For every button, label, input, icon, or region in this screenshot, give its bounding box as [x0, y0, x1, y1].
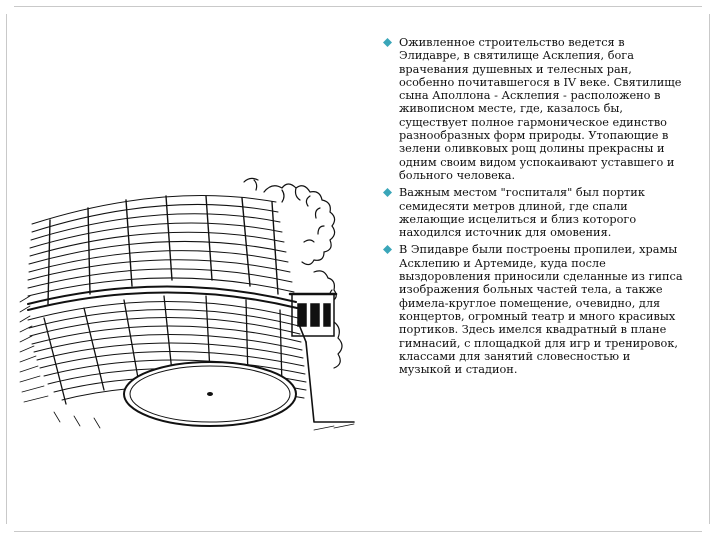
text-column [383, 36, 683, 380]
bullet-text: Оживленное строительство ведется в Элидавре, в святилище Асклепия, бога врачевания душевных и телесных ран, особенно почитавшегося в IV веке. Святилище сына Аполлона - Асклепия - расположено в живописном месте, где, казалось бы, существует полное гармоническое единство разнообразных форм природы. Утопающие в зелени оливковых рощ долины прекрасны и одним своим видом успокаивают уставшего и больного человека. [399, 36, 682, 182]
bullet-icon [383, 188, 392, 197]
bullet-icon [383, 38, 392, 47]
bullet-icon [383, 245, 392, 254]
bullet-item [383, 243, 683, 376]
frame-corner [702, 524, 712, 534]
frame-corner [4, 4, 14, 14]
bullet-text: Важным местом "госпиталя" был портик семидесяти метров длиной, где спали желающие исцелиться и близ которого находился источник для омовения. [399, 186, 645, 240]
frame-corner [4, 524, 14, 534]
theatre-illustration [14, 172, 378, 444]
frame-corner [702, 4, 712, 14]
bullet-item [383, 36, 683, 182]
bullet-text: В Эпидавре были построены пропилеи, храмы Асклепию и Артемиде, куда после выздоровления приносили сделанные из гипса изображения больных частей тела, а также фимела-круглое помещение, очевидно, для концертов, огромный театр и много красивых портиков. Здесь имелся квадратный в плане гимнасий, с площадкой для игр и тренировок, классами для занятий словесностью и музыкой и стадион. [399, 243, 683, 377]
bullet-item [383, 186, 683, 239]
